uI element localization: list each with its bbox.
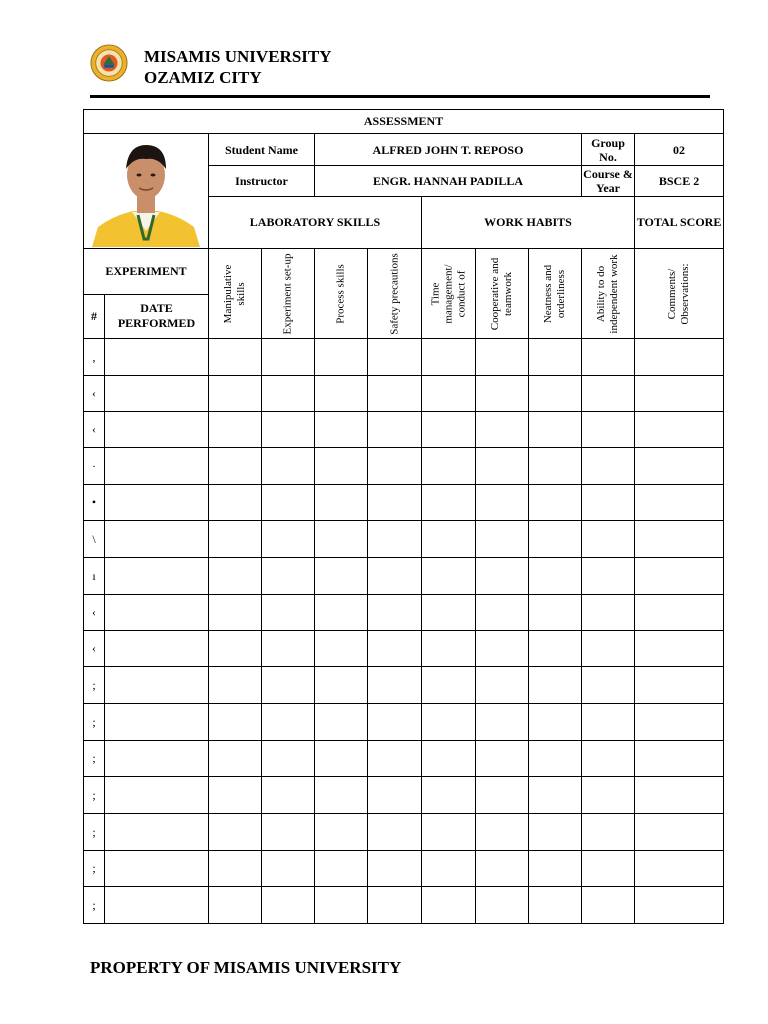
instructor-label: Instructor — [209, 166, 315, 197]
row-number: ; — [84, 741, 105, 777]
total-score-header: TOTAL SCORE — [635, 197, 724, 249]
university-seal-icon — [90, 44, 128, 82]
score-cell[interactable] — [635, 521, 724, 558]
col-manipulative — [209, 249, 262, 339]
score-cell[interactable] — [209, 741, 262, 777]
score-cell[interactable] — [582, 339, 635, 376]
header — [90, 42, 710, 102]
instructor-value: ENGR. HANNAH PADILLA — [315, 166, 582, 197]
col-cooperative-label: Cooperative and teamwork — [489, 257, 514, 330]
score-cell[interactable] — [422, 631, 476, 667]
score-cell[interactable] — [368, 558, 422, 595]
col-comments-label: Comments/ Observations: — [666, 262, 692, 325]
col-time — [422, 249, 476, 339]
entry-rows — [84, 339, 724, 924]
score-cell[interactable] — [368, 448, 422, 485]
score-cell[interactable] — [262, 339, 315, 376]
table-row — [84, 851, 724, 887]
score-cell[interactable] — [582, 704, 635, 741]
score-cell[interactable] — [422, 558, 476, 595]
score-cell[interactable] — [476, 704, 529, 741]
score-cell[interactable] — [582, 814, 635, 851]
score-cell[interactable] — [476, 485, 529, 521]
score-cell[interactable] — [476, 741, 529, 777]
score-cell[interactable] — [315, 412, 368, 448]
score-cell[interactable] — [582, 887, 635, 924]
score-cell[interactable] — [368, 704, 422, 741]
col-safety — [368, 249, 422, 339]
date-cell[interactable] — [105, 631, 209, 667]
score-cell[interactable] — [635, 704, 724, 741]
score-cell[interactable] — [422, 521, 476, 558]
score-cell[interactable] — [262, 741, 315, 777]
score-cell[interactable] — [262, 521, 315, 558]
score-cell[interactable] — [262, 412, 315, 448]
score-cell[interactable] — [529, 595, 582, 631]
table-row — [84, 485, 724, 521]
col-cooperative — [476, 249, 529, 339]
score-cell[interactable] — [635, 485, 724, 521]
score-cell[interactable] — [422, 704, 476, 741]
score-cell[interactable] — [422, 412, 476, 448]
score-cell[interactable] — [209, 339, 262, 376]
university-city: OZAMIZ CITY — [144, 68, 262, 87]
score-cell[interactable] — [368, 667, 422, 704]
score-cell[interactable] — [635, 777, 724, 814]
score-cell[interactable] — [209, 376, 262, 412]
score-cell[interactable] — [529, 704, 582, 741]
table-row — [84, 339, 724, 376]
score-cell[interactable] — [315, 448, 368, 485]
score-cell[interactable] — [529, 777, 582, 814]
col-process — [315, 249, 368, 339]
col-time-label: Time management/ conduct of — [429, 263, 467, 324]
score-cell[interactable] — [262, 376, 315, 412]
score-cell[interactable] — [262, 448, 315, 485]
score-cell[interactable] — [368, 777, 422, 814]
col-safety-label: Safety precautions — [388, 252, 400, 335]
score-cell[interactable] — [262, 814, 315, 851]
score-cell[interactable] — [262, 667, 315, 704]
score-cell[interactable] — [635, 814, 724, 851]
score-cell[interactable] — [582, 376, 635, 412]
score-cell[interactable] — [476, 631, 529, 667]
row-number: ; — [84, 704, 105, 741]
score-cell[interactable] — [422, 485, 476, 521]
score-cell[interactable] — [262, 595, 315, 631]
score-cell[interactable] — [209, 777, 262, 814]
score-cell[interactable] — [368, 595, 422, 631]
score-cell[interactable] — [209, 595, 262, 631]
score-cell[interactable] — [476, 376, 529, 412]
row-number: ; — [84, 667, 105, 704]
date-cell[interactable] — [105, 339, 209, 376]
col-ability — [582, 249, 635, 339]
score-cell[interactable] — [315, 595, 368, 631]
assessment-title: ASSESSMENT — [84, 110, 724, 134]
score-cell[interactable] — [476, 448, 529, 485]
score-cell[interactable] — [262, 887, 315, 924]
row-number: ‹ — [84, 412, 105, 448]
score-cell[interactable] — [422, 887, 476, 924]
score-cell[interactable] — [315, 521, 368, 558]
col-comments — [635, 249, 724, 339]
score-cell[interactable] — [315, 667, 368, 704]
university-name — [144, 46, 332, 88]
score-cell[interactable] — [315, 777, 368, 814]
score-cell[interactable] — [529, 339, 582, 376]
score-cell[interactable] — [422, 814, 476, 851]
score-cell[interactable] — [635, 631, 724, 667]
score-cell[interactable] — [582, 412, 635, 448]
score-cell[interactable] — [315, 485, 368, 521]
score-cell[interactable] — [209, 631, 262, 667]
score-cell[interactable] — [476, 851, 529, 887]
score-cell[interactable] — [529, 887, 582, 924]
score-cell[interactable] — [368, 485, 422, 521]
date-cell[interactable] — [105, 667, 209, 704]
score-cell[interactable] — [635, 412, 724, 448]
table-row — [84, 376, 724, 412]
score-cell[interactable] — [582, 777, 635, 814]
col-neatness-label: Neatness and orderliness — [542, 264, 567, 323]
date-cell[interactable] — [105, 887, 209, 924]
course-label: Course & Year — [583, 167, 633, 195]
score-cell[interactable] — [635, 448, 724, 485]
score-cell[interactable] — [529, 412, 582, 448]
score-cell[interactable] — [315, 376, 368, 412]
score-cell[interactable] — [476, 667, 529, 704]
table-row — [84, 814, 724, 851]
score-cell[interactable] — [315, 814, 368, 851]
score-cell[interactable] — [476, 339, 529, 376]
score-cell[interactable] — [422, 339, 476, 376]
score-cell[interactable] — [422, 595, 476, 631]
num-header: # — [84, 294, 105, 339]
score-cell[interactable] — [529, 741, 582, 777]
row-number: , — [84, 339, 105, 376]
score-cell[interactable] — [529, 376, 582, 412]
row-number: · — [84, 448, 105, 485]
score-cell[interactable] — [209, 814, 262, 851]
score-cell[interactable] — [368, 376, 422, 412]
student-photo — [84, 134, 209, 249]
score-cell[interactable] — [262, 485, 315, 521]
score-cell[interactable] — [582, 631, 635, 667]
row-number: ı — [84, 558, 105, 595]
row-number: ; — [84, 851, 105, 887]
date-cell[interactable] — [105, 851, 209, 887]
score-cell[interactable] — [476, 558, 529, 595]
score-cell[interactable] — [209, 448, 262, 485]
table-row — [84, 741, 724, 777]
score-cell[interactable] — [529, 521, 582, 558]
table-row — [84, 777, 724, 814]
table-row — [84, 558, 724, 595]
date-cell[interactable] — [105, 485, 209, 521]
score-cell[interactable] — [262, 558, 315, 595]
score-cell[interactable] — [209, 485, 262, 521]
score-cell[interactable] — [368, 814, 422, 851]
row-number: ‹ — [84, 631, 105, 667]
table-row — [84, 595, 724, 631]
group-label: Group No. — [582, 134, 635, 166]
row-number: ; — [84, 777, 105, 814]
score-cell[interactable] — [476, 595, 529, 631]
col-neatness — [529, 249, 582, 339]
score-cell[interactable] — [635, 887, 724, 924]
student-name-label: Student Name — [209, 134, 315, 166]
score-cell[interactable] — [315, 704, 368, 741]
score-cell[interactable] — [209, 558, 262, 595]
score-cell[interactable] — [315, 339, 368, 376]
date-cell[interactable] — [105, 777, 209, 814]
student-name-value: ALFRED JOHN T. REPOSO — [315, 134, 582, 166]
score-cell[interactable] — [368, 339, 422, 376]
header-rule — [90, 95, 710, 98]
student-photo-image — [84, 135, 208, 247]
footer: PROPERTY OF MISAMIS UNIVERSITY — [90, 958, 402, 977]
score-cell[interactable] — [209, 887, 262, 924]
table-row — [84, 667, 724, 704]
university-title: MISAMIS UNIVERSITY — [144, 47, 332, 66]
table-row — [84, 631, 724, 667]
group-value: 02 — [635, 134, 724, 166]
score-cell[interactable] — [476, 412, 529, 448]
table-row — [84, 448, 724, 485]
date-cell[interactable] — [105, 448, 209, 485]
col-setup — [262, 249, 315, 339]
score-cell[interactable] — [209, 412, 262, 448]
score-cell[interactable] — [368, 887, 422, 924]
score-cell[interactable] — [635, 741, 724, 777]
assessment-table — [83, 109, 724, 924]
col-ability-label: Ability to do independent work — [595, 253, 620, 334]
score-cell[interactable] — [582, 558, 635, 595]
score-cell[interactable] — [582, 741, 635, 777]
date-cell[interactable] — [105, 704, 209, 741]
course-value: BSCE 2 — [635, 166, 724, 197]
score-cell[interactable] — [368, 521, 422, 558]
score-cell[interactable] — [209, 667, 262, 704]
row-number: \ — [84, 521, 105, 558]
score-cell[interactable] — [422, 851, 476, 887]
score-cell[interactable] — [529, 631, 582, 667]
score-cell[interactable] — [422, 448, 476, 485]
date-cell[interactable] — [105, 595, 209, 631]
col-manipulative-label: Manipulative skills — [222, 264, 247, 323]
score-cell[interactable] — [209, 851, 262, 887]
score-cell[interactable] — [476, 814, 529, 851]
score-cell[interactable] — [582, 667, 635, 704]
score-cell[interactable] — [315, 887, 368, 924]
date-cell[interactable] — [105, 741, 209, 777]
score-cell[interactable] — [368, 412, 422, 448]
date-cell[interactable] — [105, 814, 209, 851]
score-cell[interactable] — [529, 448, 582, 485]
col-process-label: Process skills — [334, 263, 347, 324]
table-row — [84, 412, 724, 448]
score-cell[interactable] — [315, 741, 368, 777]
score-cell[interactable] — [529, 851, 582, 887]
lab-skills-header: LABORATORY SKILLS — [209, 197, 422, 249]
score-cell[interactable] — [529, 485, 582, 521]
score-cell[interactable] — [476, 521, 529, 558]
table-row — [84, 704, 724, 741]
score-cell[interactable] — [582, 521, 635, 558]
table-row — [84, 887, 724, 924]
row-number: ; — [84, 887, 105, 924]
score-cell[interactable] — [368, 851, 422, 887]
score-cell[interactable] — [635, 595, 724, 631]
row-number: ‹ — [84, 595, 105, 631]
date-cell[interactable] — [105, 412, 209, 448]
score-cell[interactable] — [635, 667, 724, 704]
score-cell[interactable] — [529, 814, 582, 851]
score-cell[interactable] — [476, 777, 529, 814]
score-cell[interactable] — [635, 376, 724, 412]
date-cell[interactable] — [105, 558, 209, 595]
work-habits-header: WORK HABITS — [422, 197, 635, 249]
score-cell[interactable] — [209, 704, 262, 741]
row-number: ; — [84, 814, 105, 851]
score-cell[interactable] — [422, 376, 476, 412]
score-cell[interactable] — [529, 667, 582, 704]
score-cell[interactable] — [262, 704, 315, 741]
score-cell[interactable] — [635, 851, 724, 887]
score-cell[interactable] — [422, 741, 476, 777]
score-cell[interactable] — [209, 521, 262, 558]
score-cell[interactable] — [582, 851, 635, 887]
col-setup-label: Experiment set-up — [281, 253, 294, 334]
score-cell[interactable] — [582, 595, 635, 631]
score-cell[interactable] — [315, 558, 368, 595]
date-cell[interactable] — [105, 376, 209, 412]
score-cell[interactable] — [476, 887, 529, 924]
date-cell[interactable] — [105, 521, 209, 558]
experiment-header: EXPERIMENT — [84, 249, 209, 295]
score-cell[interactable] — [262, 631, 315, 667]
score-cell[interactable] — [315, 851, 368, 887]
date-header: DATE PERFORMED — [105, 294, 209, 339]
score-cell[interactable] — [262, 777, 315, 814]
score-cell[interactable] — [368, 631, 422, 667]
score-cell[interactable] — [315, 631, 368, 667]
table-row — [84, 521, 724, 558]
score-cell[interactable] — [422, 777, 476, 814]
score-cell[interactable] — [262, 851, 315, 887]
row-number: ‹ — [84, 376, 105, 412]
score-cell[interactable] — [635, 339, 724, 376]
row-number: • — [84, 485, 105, 521]
score-cell[interactable] — [582, 485, 635, 521]
score-cell[interactable] — [422, 667, 476, 704]
score-cell[interactable] — [582, 448, 635, 485]
score-cell[interactable] — [635, 558, 724, 595]
score-cell[interactable] — [368, 741, 422, 777]
score-cell[interactable] — [529, 558, 582, 595]
